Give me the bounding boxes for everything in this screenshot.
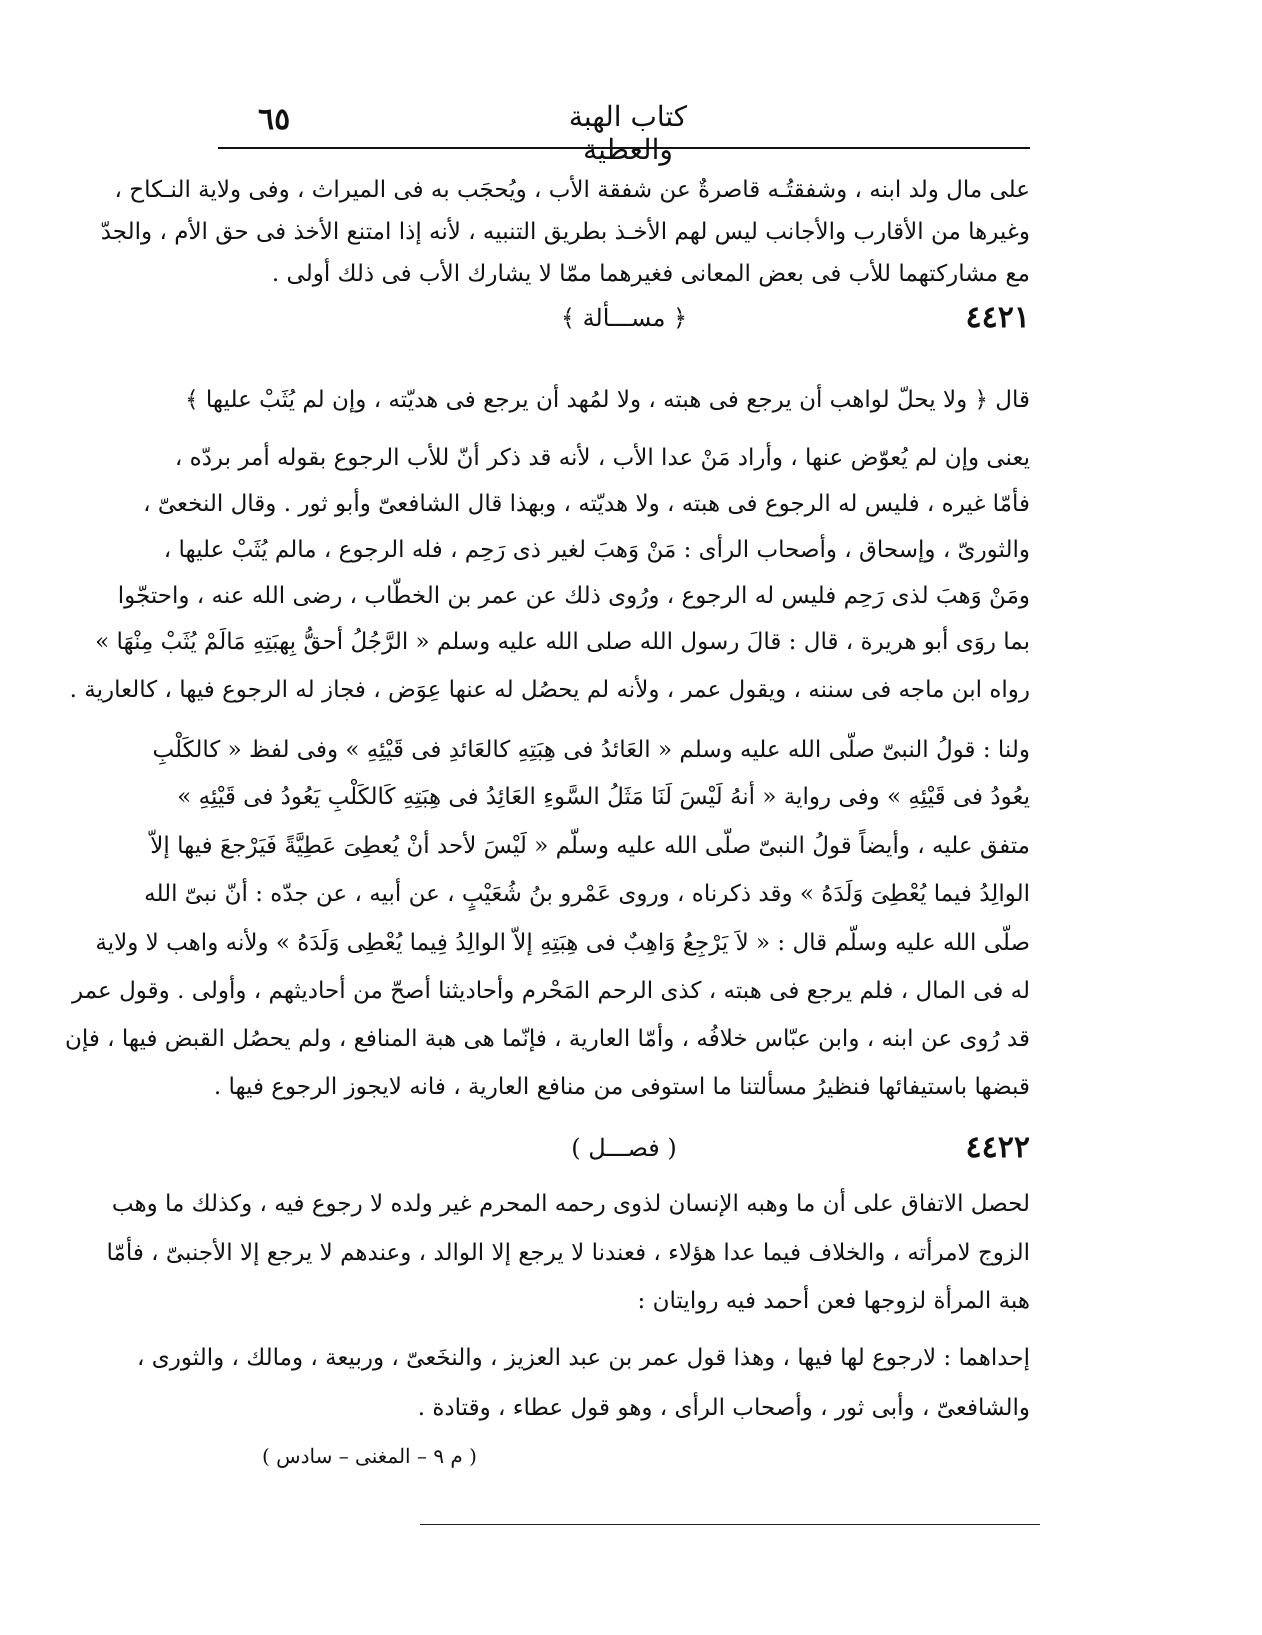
section-heading <box>218 300 1030 340</box>
bottom-rule <box>420 1524 1040 1525</box>
text-line: متفق عليه ، وأيضاً قولُ النبىّ صلّى الله عليه وسلّم « لَيْسَ لأحد أنْ يُعطِىَ عَطِيَّةً فَيَرْجعَ فيها إلاّ <box>150 833 1030 859</box>
text-line: له فى المال ، فلم يرجع فى هبته ، كذى الرحم المَحْرم وأحاديثنا أصحّ من أحاديثهم ، وأولى . وقول عمر <box>72 978 1030 1004</box>
text-line: بما روَى أبو هريرة ، قال : قالَ رسول الله صلى الله عليه وسلم « الرَّجُلُ أحقُّ بِهبَتِهِ مَالَمْ يُثَبْ مِنْهَا » <box>95 629 1030 655</box>
text-line: والثورىّ ، وإسحاق ، وأصحاب الرأى : مَنْ وَهبَ لغير ذى رَحِم ، فله الرجوع ، مالم يُثَبْ عليها ، <box>163 537 1030 563</box>
section-title: ﴿ مســـألة ﴾ <box>560 304 688 332</box>
text-line: مع مشاركتهما للأب فى بعض المعانى فغيرهما ممّا لا يشارك الأب فى ذلك أولى . <box>271 261 1030 287</box>
text-line: الزوج لامرأته ، والخلاف فيما عدا هؤلاء ، فعندنا لا يرجع إلا الوالد ، وعندهم لا يرجع إلا الأجنبىّ ، فأمّا <box>106 1240 1030 1266</box>
page-header <box>218 100 1028 166</box>
text-line: قبضها باستيفائها فنظيرُ مسألتنا ما استوفى من منافع العارية ، فانه لايجوز الرجوع فيها . <box>213 1074 1030 1100</box>
text-line: قال ﴿ ولا يحلّ لواهب أن يرجع فى هبته ، ولا لمُهد أن يرجع فى هديّته ، وإن لم يُثَبْ عليها ﴾ <box>185 387 1030 413</box>
text-line: صلّى الله عليه وسلّم قال : « لاَ يَرْجِعُ وَاهِبٌ فى هِبَتِهِ إلاّ الوالِدُ فِيما يُعْطِى وَلَدَهُ » ولأنه واهب لا ولاية <box>95 930 1030 956</box>
text-line: هبة المرأة لزوجها فعن أحمد فيه روايتان : <box>637 1288 1030 1314</box>
header-rule <box>218 147 1030 149</box>
section-heading <box>218 1130 1030 1170</box>
text-line: الوالِدُ فيما يُعْطِىَ وَلَدَهُ » وقد ذكرناه ، وروى عَمْرو بنُ شُعَيْبٍ ، عن أبيه ، عن جدّه : أنّ نبىّ الله <box>144 881 1030 907</box>
text-line: رواه ابن ماجه فى سننه ، ويقول عمر ، ولأنه لم يحصُل له عنها عِوَض ، فجاز له الرجوع فيها ، كالعارية . <box>69 677 1030 703</box>
section-number: ٤٤٢١ <box>965 300 1030 335</box>
running-title: كتاب الهبة والعطية <box>568 100 688 166</box>
text-line: يعُودُ فى قَيْئِهِ » وفى رواية « أنهُ لَيْسَ لَنَا مَثَلُ السَّوءِ العَائِدُ فى هِبَتِهِ كَالكَلْبِ يَعُودُ فى قَيْئِهِ » <box>177 784 1030 810</box>
section-title: ( فصـــل ) <box>571 1134 677 1162</box>
text-line: ولنا : قولُ النبىّ صلّى الله عليه وسلم « العَائدُ فى هِبَتِهِ كالعَائدِ فى قَيْئِهِ » وفى لفظ « كالكَلْبِ <box>152 737 1030 763</box>
text-line: والشافعىّ ، وأبى ثور ، وأصحاب الرأى ، وهو قول عطاء ، وقتادة . <box>417 1395 1030 1421</box>
text-line: قد رُوى عن ابنه ، وابن عبّاس خلافُه ، وأمّا العارية ، فإنّما هى هبة المنافع ، ولم يحصُل القبض فيها ، فإن <box>64 1026 1030 1052</box>
text-line: يعنى وإن لم يُعوّض عنها ، وأراد مَنْ عدا الأب ، لأنه قد ذكر أنّ للأب الرجوع بقوله أمر بردّه ، <box>174 445 1030 471</box>
page-number: ٦٥ <box>258 102 291 137</box>
text-line: فأمّا غيره ، فليس له الرجوع فى هبته ، ولا هديّته ، وبهذا قال الشافعىّ وأبو ثور . وقال النخعىّ ، <box>143 491 1030 517</box>
section-number: ٤٤٢٢ <box>965 1130 1030 1165</box>
text-line: لحصل الاتفاق على أن ما وهبه الإنسان لذوى رحمه المحرم غير ولده لا رجوع فيه ، وكذلك ما وهب <box>111 1191 1030 1217</box>
text-line: وغيرها من الأقارب والأجانب ليس لهم الأخـذ بطريق التنبيه ، لأنه إذا امتنع الأخذ فى حق الأم ، والجدّ <box>100 219 1030 245</box>
text-line: ومَنْ وَهبَ لذى رَحِم فليس له الرجوع ، ورُوى ذلك عن عمر بن الخطّاب ، رضى الله عنه ، واحتجّوا <box>117 583 1030 609</box>
text-line: إحداهما : لارجوع لها فيها ، وهذا قول عمر بن عبد العزيز ، والنخَعىّ ، وربيعة ، ومالك ، والثورى ، <box>137 1345 1030 1371</box>
text-line: على مال ولد ابنه ، وشفقتُـه قاصرةٌ عن شفقة الأب ، ويُحجَب به فى الميراث ، وفى ولاية النـكاح ، <box>114 177 1030 203</box>
signature-mark: ( م ٩ – المغنى – سادس ) <box>262 1444 477 1468</box>
